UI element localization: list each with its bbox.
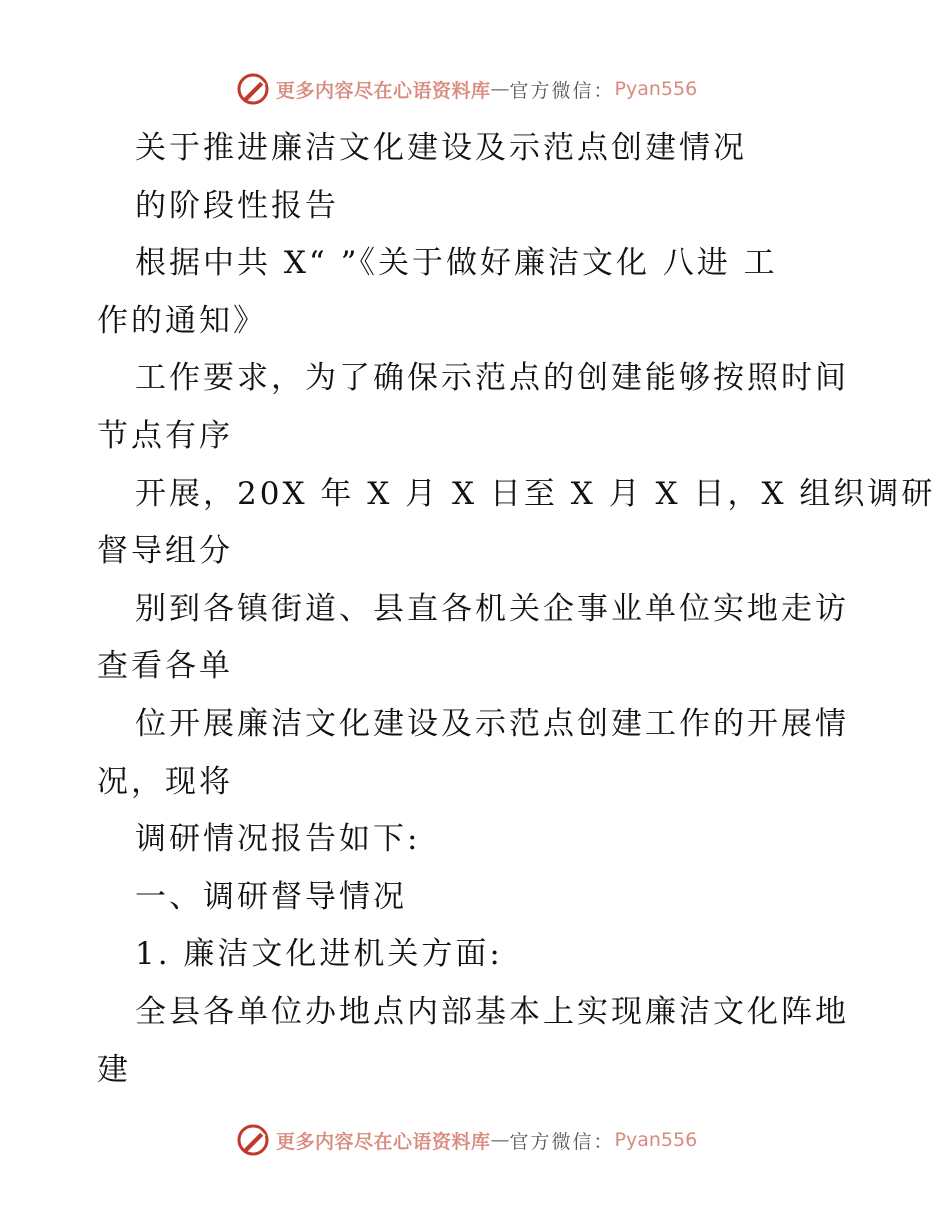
quill-logo-icon [236, 1123, 270, 1157]
document-line: 节点有序 [97, 418, 233, 454]
banner-main-text: 更多内容尽在心语资料库 [276, 79, 491, 102]
document-line: 一、调研督导情况 [135, 879, 407, 915]
document-line: 督导组分 [97, 533, 233, 569]
document-line: 况，现将 [97, 764, 233, 800]
document-line: 位开展廉洁文化建设及示范点创建工作的开展情 [135, 706, 849, 742]
document-line: 全县各单位办地点内部基本上实现廉洁文化阵地 [135, 994, 849, 1030]
banner-wechat-label: 官方微信： [509, 79, 615, 102]
banner-main-text: 更多内容尽在心语资料库 [276, 1130, 491, 1153]
banner-dash: — [490, 78, 510, 100]
document-line: 的阶段性报告 [135, 188, 339, 224]
document-line: 作的通知》 [97, 303, 267, 339]
document-line: 建 [97, 1052, 131, 1088]
banner-wechat-id: Pyan556 [614, 78, 698, 100]
banner-wechat-label: 官方微信： [509, 1130, 615, 1153]
banner-wechat-id: Pyan556 [614, 1129, 698, 1151]
document-line: 查看各单 [97, 648, 233, 684]
document-line: 根据中共 X“ ”《关于做好廉洁文化 八进 工 [135, 245, 778, 281]
document-line: 关于推进廉洁文化建设及示范点创建情况 [135, 130, 747, 166]
document-line: 1. 廉洁文化进机关方面: [135, 936, 503, 972]
document-line: 调研情况报告如下: [135, 821, 421, 857]
document-line: 开展，20X 年 X 月 X 日至 X 月 X 日，X 组织调研 [135, 476, 936, 512]
document-line: 别到各镇街道、县直各机关企事业单位实地走访 [135, 591, 849, 627]
footer-banner [236, 1123, 697, 1157]
document-line: 工作要求，为了确保示范点的创建能够按照时间 [135, 360, 849, 396]
banner-dash: — [490, 1129, 510, 1151]
